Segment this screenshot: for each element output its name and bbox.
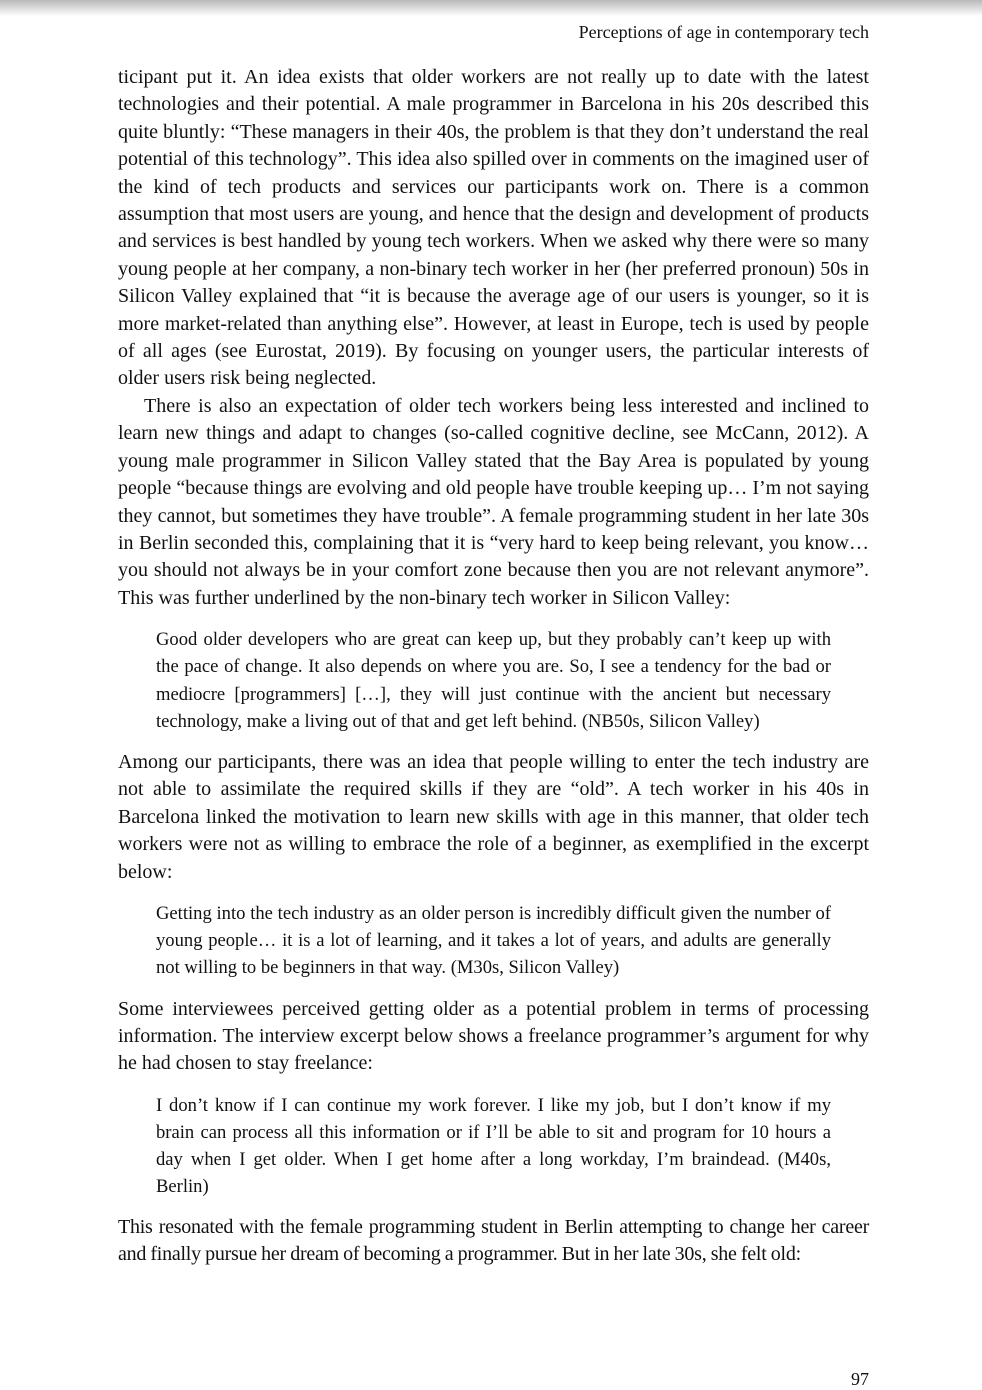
block-quote-1: Good older developers who are great can keep up, but they probably can’t keep up with the pace of change. It also depends on where you are. So, I see a tendency for the bad or mediocre [programmers] […], they will just continue with the ancient but necessary technology, make a living out of that and get left behind. (NB50s, Silicon Valley) (156, 629, 831, 732)
paragraph-1: ticipant put it. An idea exists that older workers are not really up to date with the latest technologies and their potential. A male programmer in Barcelona in his 20s described this quite bluntly: “These managers in their 40s, the problem is that they don’t understand the real potential of this technology”. This idea also spilled over in comments on the imagined user of the kind of tech products and services our participants work on. There is a common assumption that most users are young, and hence that the design and development of products and services is best handled by young tech workers. When we asked why there were so many young people at her company, a non-binary tech worker in her (her preferred pronoun) 50s in Silicon Valley explained that “it is because the average age of our users is younger, so it is more market-related than anything else”. However, at least in Europe, tech is used by people of all ages (see Eurostat, 2019). By focusing on younger users, the particular interests of older users risk being neglected. (118, 66, 869, 390)
paragraph-3: Among our participants, there was an idea that people willing to enter the tech industry are not able to assimilate the required skills if they are “old”. A tech worker in his 40s in Barcelona linked the motivation to learn new skills with age in this manner, that older tech workers were not as willing to embrace the role of a beginner, as exemplified in the excerpt below: (118, 750, 869, 883)
block-quote-2: Getting into the tech industry as an older person is incredibly difficult given the number of young people… it is a lot of learning, and it takes a lot of years, and adults are generally not willing to be beginners in that way. (M30s, Silicon Valley) (156, 902, 831, 979)
viewer-top-edge (0, 0, 982, 16)
block-quote-3: I don’t know if I can continue my work forever. I like my job, but I don’t know if my brain can process all this information or if I’ll be able to sit and program for 10 hours a day when I get older. When I get home after a long workday, I’m braindead. (M40s, Berlin) (156, 1094, 831, 1198)
paragraph-4: Some interviewees perceived getting older as a potential problem in terms of processing information. The interview excerpt below shows a freelance programmer’s argument for why he had chosen to stay freelance: (118, 997, 869, 1075)
page-body (118, 64, 869, 1268)
paragraph-5: This resonated with the female programming student in Berlin attempting to change her career and finally pursue her dream of becoming a programmer. But in her late 30s, she felt old: (118, 1215, 869, 1266)
running-header: Perceptions of age in contemporary tech (578, 22, 869, 42)
page-number: 97 (851, 1369, 869, 1389)
paragraph-2: There is also an expectation of older tech workers being less interested and inclined to learn new things and adapt to changes (so-called cognitive decline, see McCann, 2012). A young male programmer in Silicon Valley stated that the Bay Area is populated by young people “because things are evolving and old people have trouble keeping up… I’m not saying they cannot, but sometimes they have trouble”. A female programming student in her late 30s in Berlin seconded this, complaining that it is “very hard to keep being relevant, you know… you should not always be in your comfort zone because then you are not relevant anymore”. This was further underlined by the non-binary tech worker in Silicon Valley: (118, 394, 869, 609)
